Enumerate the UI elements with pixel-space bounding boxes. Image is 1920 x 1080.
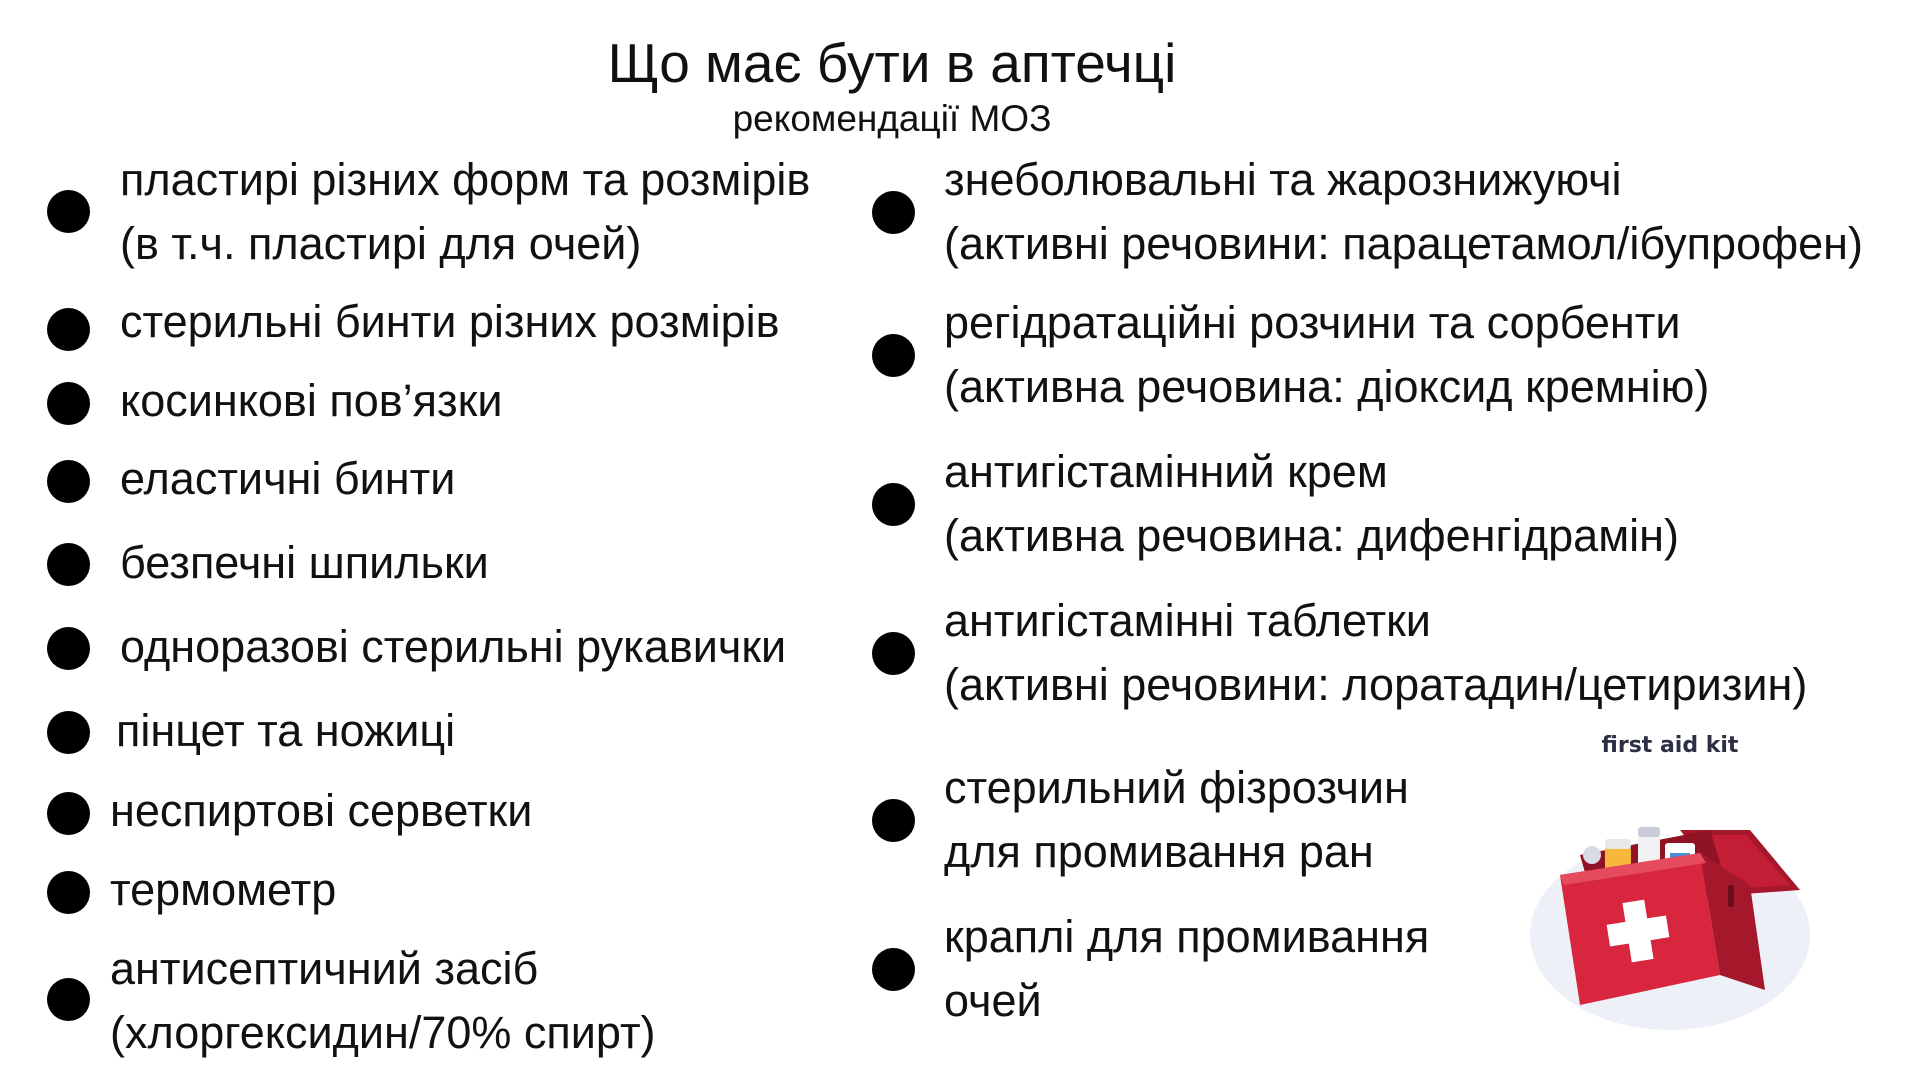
item-text: регідратаційні розчини та сорбенти xyxy=(944,297,1681,348)
bullet-icon xyxy=(47,871,90,914)
item-text: безпечні шпильки xyxy=(120,537,489,588)
bullet-icon xyxy=(872,483,915,526)
item-text: косинкові пов’язки xyxy=(120,375,503,426)
item-text: пінцет та ножиці xyxy=(116,705,456,756)
item-text: стерильний фізрозчин xyxy=(944,762,1409,813)
bullet-icon xyxy=(47,190,90,233)
item-text: еластичні бинти xyxy=(120,453,456,504)
bullet-icon xyxy=(47,460,90,503)
bullet-icon xyxy=(47,308,90,351)
item-text: антигістамінні таблетки xyxy=(944,595,1431,646)
item-text-detail: очей xyxy=(944,975,1042,1026)
item-text: пластирі різних форм та розмірів xyxy=(120,154,811,205)
item-text-detail: (активна речовина: дифенгідрамін) xyxy=(944,510,1679,561)
item-text-detail: (хлоргексидин/70% спирт) xyxy=(110,1007,656,1058)
bullet-icon xyxy=(872,191,915,234)
item-text-detail: (в т.ч. пластирі для очей) xyxy=(120,218,642,269)
item-text-detail: (активна речовина: діоксид кремнію) xyxy=(944,361,1710,412)
item-text-detail: (активні речовини: парацетамол/ібупрофен) xyxy=(944,218,1863,269)
bullet-icon xyxy=(47,978,90,1021)
bullet-icon xyxy=(47,627,90,670)
item-text-detail: (активні речовини: лоратадин/цетиризин) xyxy=(944,659,1808,710)
bullet-icon xyxy=(47,543,90,586)
bullet-icon xyxy=(872,334,915,377)
item-text-detail: для промивання ран xyxy=(944,826,1374,877)
item-text: термометр xyxy=(110,864,337,915)
item-text: краплі для промивання xyxy=(944,911,1430,962)
first-aid-kit-icon xyxy=(1520,735,1820,1035)
item-text: неспиртові серветки xyxy=(110,785,533,836)
page-subtitle: рекомендації МОЗ xyxy=(732,98,1052,139)
item-text: стерильні бинти різних розмірів xyxy=(120,296,780,347)
item-text: знеболювальні та жарознижуючі xyxy=(944,154,1622,205)
page-title: Що має бути в аптечці xyxy=(607,32,1177,94)
bullet-icon xyxy=(872,948,915,991)
bullet-icon xyxy=(872,799,915,842)
bullet-icon xyxy=(47,382,90,425)
bullet-icon xyxy=(872,632,915,675)
item-text: антигістамінний крем xyxy=(944,446,1388,497)
bullet-icon xyxy=(47,792,90,835)
item-text: антисептичний засіб xyxy=(110,943,539,994)
item-text: одноразові стерильні рукавички xyxy=(120,621,787,672)
bullet-icon xyxy=(47,711,90,754)
kit-label: first aid kit xyxy=(1601,733,1739,758)
